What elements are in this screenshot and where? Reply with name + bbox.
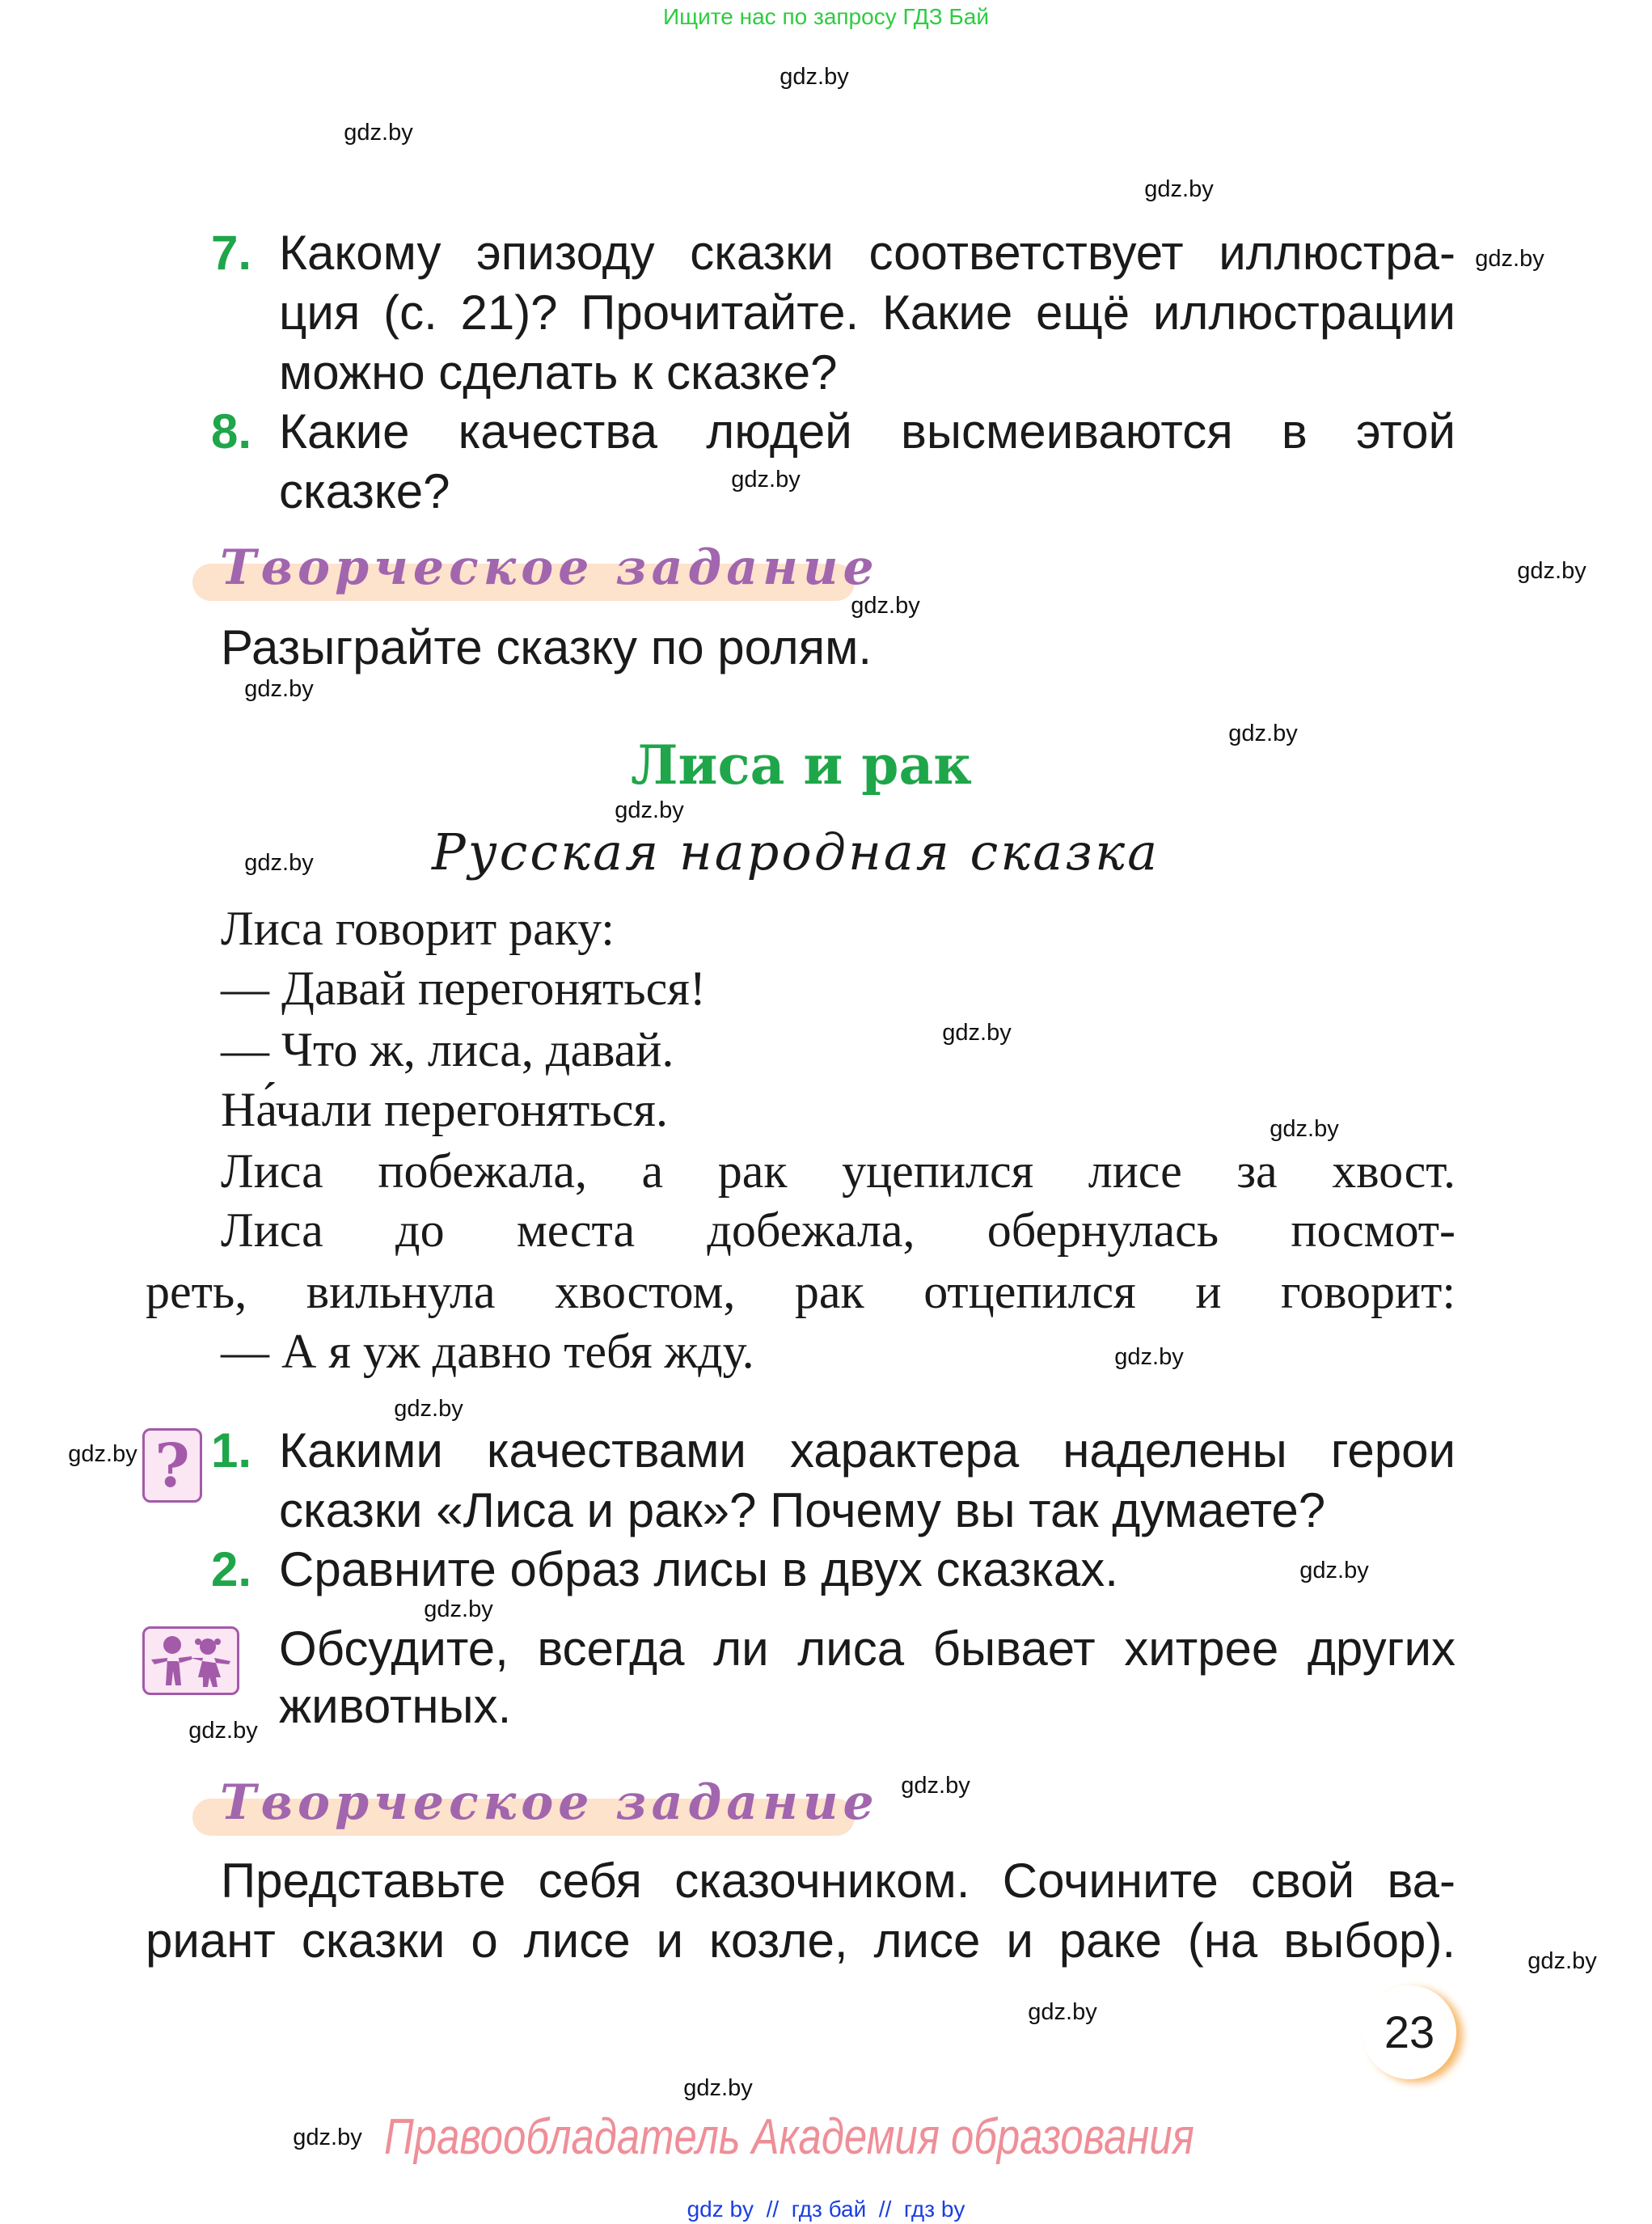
watermark: gdz.by bbox=[1144, 176, 1214, 202]
question-text: Какими качествами характера наделены герои bbox=[279, 1423, 1456, 1478]
story-line: Лиса говорит раку: bbox=[221, 902, 615, 955]
header-banner[interactable]: Ищите нас по запросу ГДЗ Бай bbox=[662, 4, 990, 29]
discussion-text: животных. bbox=[279, 1679, 512, 1733]
watermark: gdz.by bbox=[188, 1718, 258, 1744]
watermark: gdz.by bbox=[942, 1020, 1012, 1046]
watermark: gdz.by bbox=[1114, 1344, 1184, 1370]
children-icon bbox=[145, 1629, 237, 1693]
story-title: Лиса и рак bbox=[631, 734, 972, 797]
page-number: 23 bbox=[1384, 2006, 1435, 2057]
question-text: ция (с. 21)? Прочитайте. Какие ещё иллюстрации bbox=[279, 285, 1456, 340]
watermark: gdz.by bbox=[1517, 558, 1587, 584]
question-number: 1. bbox=[211, 1423, 252, 1478]
creative-task-label: Творческое задание bbox=[220, 1774, 879, 1831]
watermark: gdz.by bbox=[851, 593, 920, 619]
story-line: На́чали перегоняться. bbox=[221, 1083, 668, 1136]
watermark: gdz.by bbox=[901, 1773, 970, 1799]
watermark: gdz.by bbox=[344, 120, 413, 146]
question-text: Сравните образ лисы в двух сказках. bbox=[279, 1542, 1118, 1596]
question-number: 2. bbox=[211, 1542, 252, 1596]
watermark: gdz.by bbox=[1228, 721, 1298, 746]
watermark: gdz.by bbox=[68, 1441, 137, 1467]
watermark: gdz.by bbox=[244, 850, 314, 876]
creative-task-text: риант сказки о лисе и козле, лисе и раке (на выбор). bbox=[146, 1913, 1456, 1968]
question-text: сказке? bbox=[279, 464, 450, 518]
question-text: Какие качества людей высмеиваются в этой bbox=[279, 404, 1456, 459]
watermark: gdz.by bbox=[615, 797, 684, 823]
question-text: можно сделать к сказке? bbox=[279, 345, 838, 400]
watermark: gdz.by bbox=[293, 2125, 362, 2150]
story-line: Лиса до места добежала, обернулась посмот- bbox=[221, 1203, 1456, 1257]
watermark: gdz.by bbox=[1475, 246, 1544, 272]
watermark: gdz.by bbox=[424, 1596, 493, 1622]
creative-task-header bbox=[192, 539, 879, 601]
story-subtitle: Русская народная сказка bbox=[432, 822, 1160, 882]
creative-task-text: Разыграйте сказку по ролям. bbox=[221, 620, 872, 674]
watermark: gdz.by bbox=[1527, 1948, 1597, 1974]
watermark: gdz.by bbox=[1299, 1558, 1369, 1583]
story-line: Лиса побежала, а рак уцепился лисе за хвост. bbox=[221, 1144, 1456, 1198]
creative-task-label: Творческое задание bbox=[220, 539, 879, 596]
page-number-badge bbox=[1363, 1985, 1456, 2079]
watermark: gdz.by bbox=[1028, 1999, 1097, 2025]
kids-discussion-icon bbox=[142, 1626, 239, 1695]
discussion-text: Обсудите, всегда ли лиса бывает хитрее других bbox=[279, 1621, 1456, 1676]
creative-task-text: Представьте себя сказочником. Сочините свой ва- bbox=[221, 1854, 1456, 1908]
question-number: 8. bbox=[211, 404, 252, 459]
watermark: gdz.by bbox=[780, 64, 849, 90]
creative-task-header bbox=[192, 1774, 879, 1836]
copyright-notice: Правообладатель Академия образования bbox=[384, 2109, 1194, 2165]
question-text: Какому эпизоду сказки соответствует иллюстра- bbox=[279, 226, 1456, 280]
watermark: gdz.by bbox=[731, 467, 801, 493]
question-number: 7. bbox=[211, 226, 252, 280]
watermark: gdz.by bbox=[1270, 1116, 1339, 1142]
watermark: gdz.by bbox=[394, 1396, 463, 1422]
watermark: gdz.by bbox=[244, 676, 314, 702]
story-line: — А я уж давно тебя жду. bbox=[221, 1325, 754, 1378]
story-line: — Давай перегоняться! bbox=[221, 962, 706, 1015]
question-mark-glyph: ? bbox=[154, 1431, 190, 1501]
story-line: реть, вильнула хвостом, рак отцепился и говорит: bbox=[146, 1265, 1456, 1318]
question-icon bbox=[142, 1428, 202, 1503]
watermark: gdz.by bbox=[683, 2075, 753, 2101]
footer-links[interactable]: gdz by // гдз бай // гдз by bbox=[687, 2197, 965, 2222]
question-text: сказки «Лиса и рак»? Почему вы так думаете? bbox=[279, 1483, 1326, 1537]
story-line: — Что ж, лиса, давай. bbox=[221, 1023, 674, 1076]
